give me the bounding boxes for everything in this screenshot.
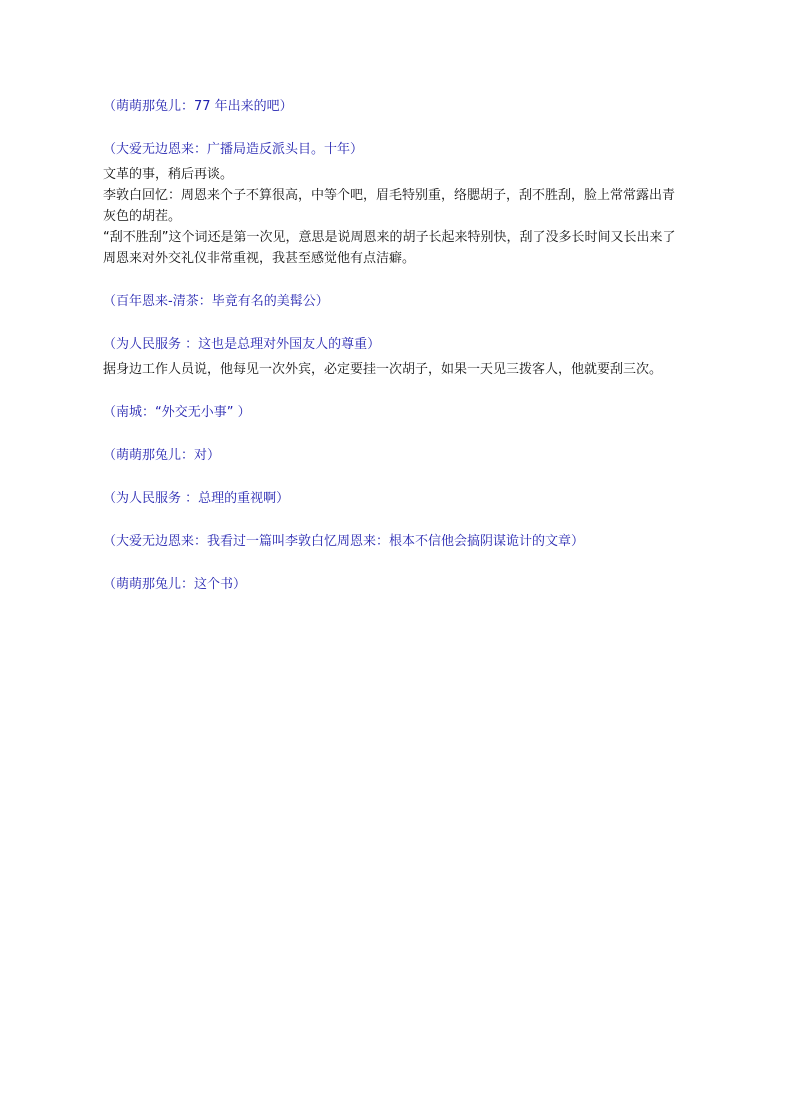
comment-line: （萌萌那兔儿：这个书） (103, 577, 247, 592)
comment-line: （萌萌那兔儿：对） (103, 448, 221, 463)
comment-line: （为人民服务 ：总理的重视啊） (103, 491, 290, 506)
paragraph-block (103, 359, 683, 380)
comment-line: （百年恩来-清茶：毕竟有名的美髯公） (103, 294, 329, 309)
comment-line: （为人民服务 ：这也是总理对外国友人的尊重） (103, 337, 381, 352)
paragraph-line: “刮不胜刮”这个词还是第一次见，意思是说周恩来的胡子长起来特别快，刮了没多长时间又长出来了 (103, 230, 676, 245)
paragraph-block (103, 164, 683, 269)
comment-line: （大爱无边恩来：我看过一篇叫李敦白忆周恩来：根本不信他会搞阴谋诡计的文章） (103, 534, 585, 549)
document-page (103, 97, 683, 595)
paragraph-line: 周恩来对外交礼仪非常重视，我甚至感觉他有点洁癖。 (103, 251, 416, 266)
comment-line: （萌萌那兔儿：77 年出来的吧） (103, 99, 293, 114)
paragraph-line: 据身边工作人员说，他每见一次外宾，必定要挂一次胡子，如果一天见三拨客人，他就要刮三次。 (103, 362, 663, 377)
paragraph-line: 李敦白回忆：周恩来个子不算很高，中等个吧，眉毛特别重，络腮胡子，刮不胜刮，脸上常常露出青灰色的胡茬。 (103, 188, 676, 224)
comment-line: （大爱无边恩来：广播局造反派头目。十年） (103, 142, 364, 157)
paragraph-line: 文革的事，稍后再谈。 (103, 167, 234, 182)
comment-line: （南城：“外交无小事” ） (103, 405, 251, 420)
